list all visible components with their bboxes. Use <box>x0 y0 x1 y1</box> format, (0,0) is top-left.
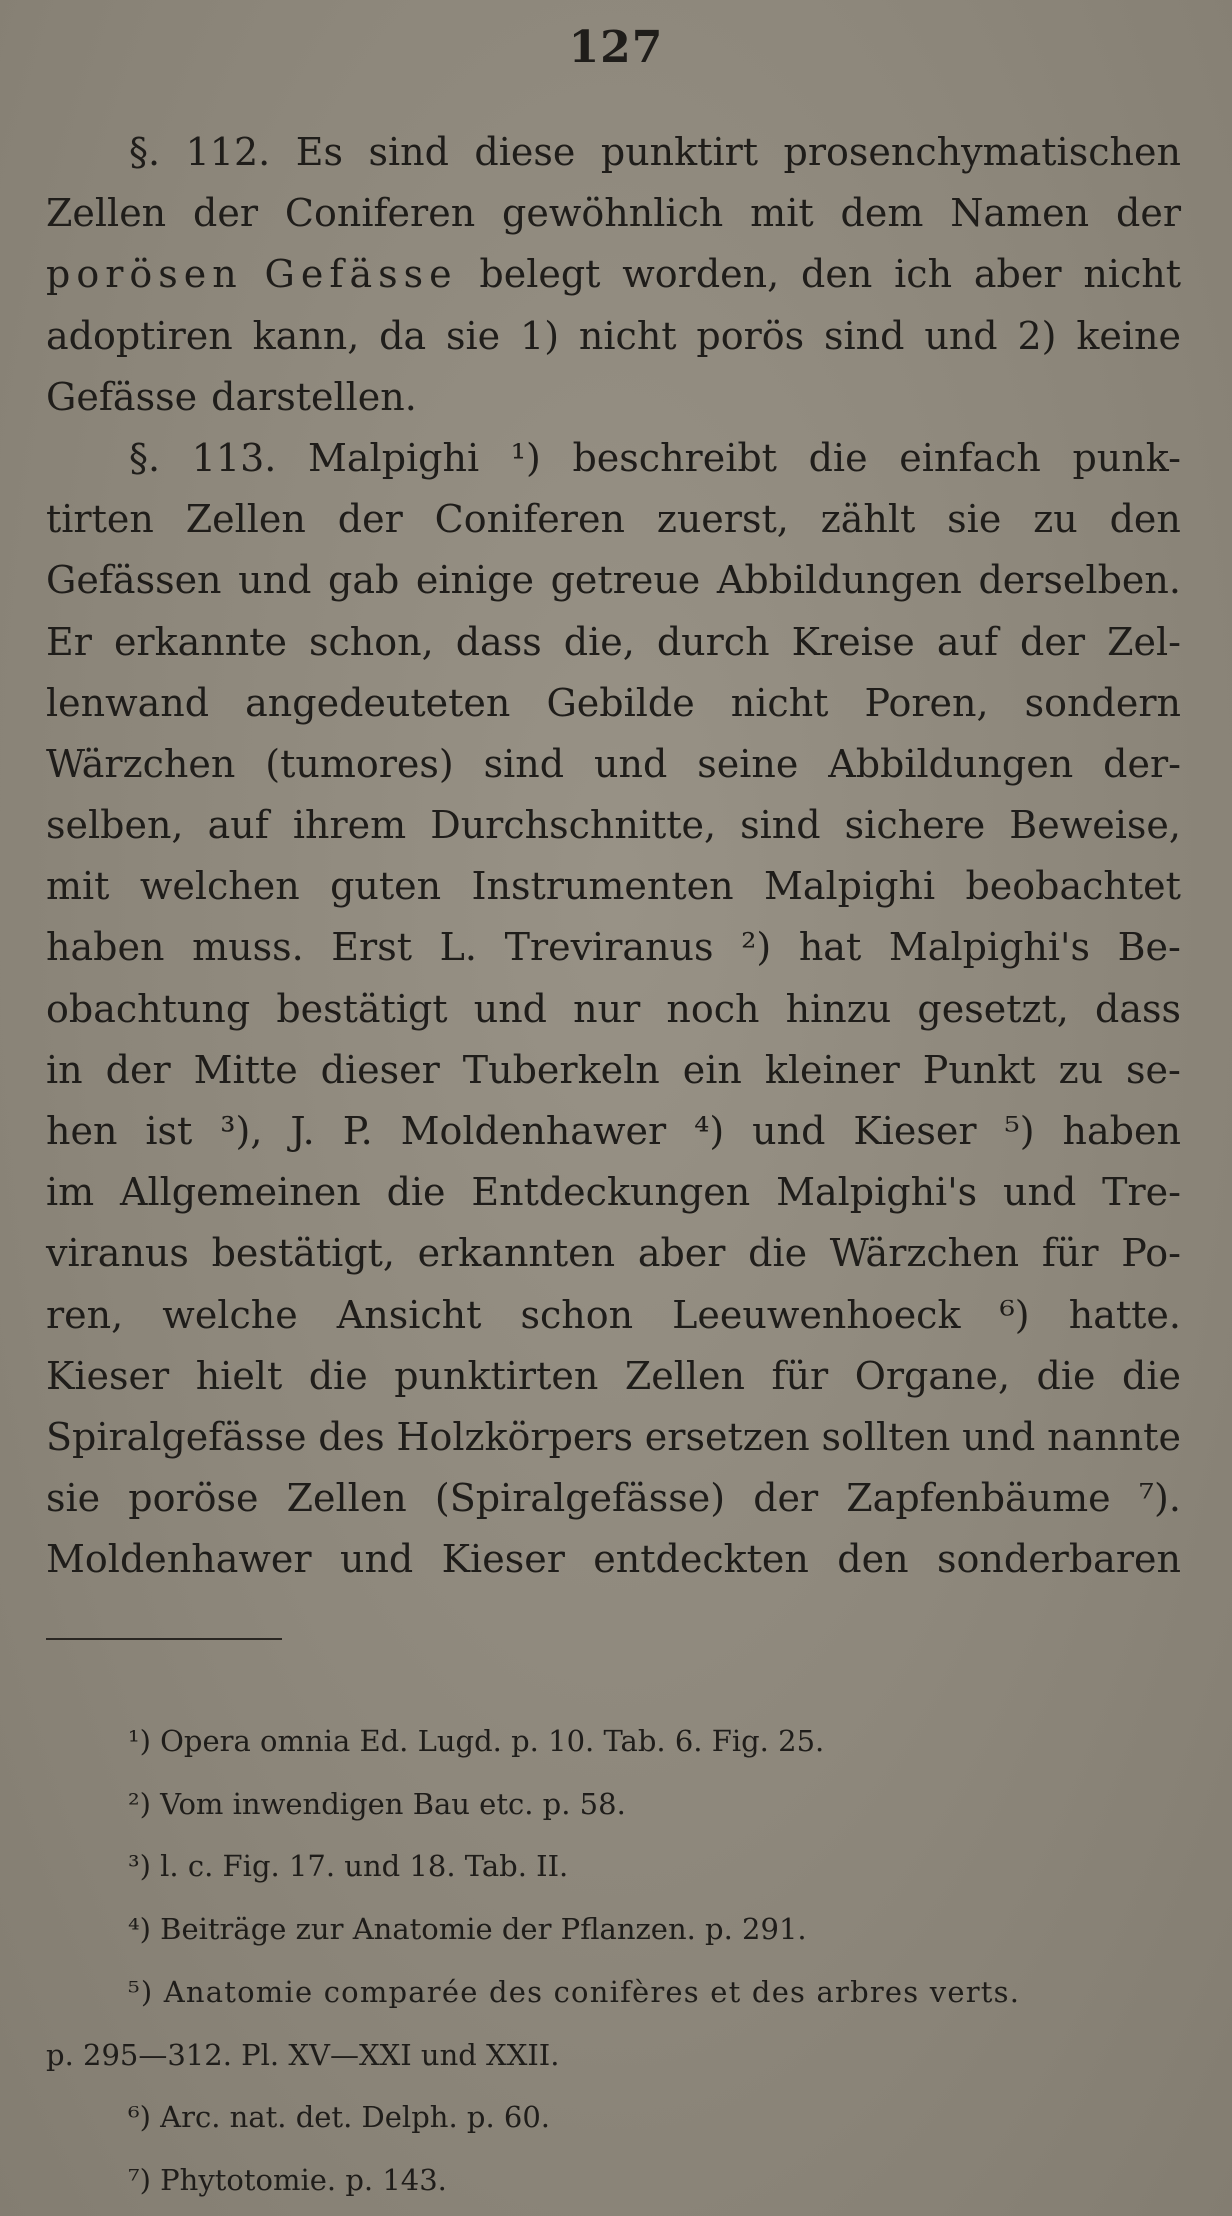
word: nicht <box>1083 252 1181 297</box>
word: Organe, <box>854 1353 1011 1398</box>
word: sichere <box>844 803 986 848</box>
footnote: ²) Vom inwendigen Bau etc. p. 58. <box>128 1786 626 1821</box>
word: schon <box>520 1292 634 1337</box>
word: Zellen <box>185 497 306 542</box>
word: guten <box>330 864 442 909</box>
word: welchen <box>139 864 300 909</box>
word: punk- <box>1072 435 1181 480</box>
word: ⁶) <box>999 1292 1030 1337</box>
word: ist <box>145 1109 193 1153</box>
text-line <box>46 550 1181 611</box>
word: ⁷). <box>1138 1476 1181 1521</box>
word: poröse <box>128 1476 259 1521</box>
word: durch <box>656 619 770 664</box>
word: dass <box>1095 986 1181 1031</box>
word: Wärzchen <box>46 741 236 786</box>
word: den <box>1109 497 1181 542</box>
word: sind <box>740 803 821 848</box>
word: viranus <box>46 1231 189 1276</box>
word: zuerst, <box>656 497 789 542</box>
word: gab <box>328 558 400 603</box>
word: Po- <box>1121 1231 1181 1276</box>
word: diese <box>474 130 576 174</box>
word: kleiner <box>764 1047 900 1092</box>
word: Abbildungen <box>716 558 962 603</box>
word: Moldenhawer <box>400 1109 667 1153</box>
word: die <box>1036 1353 1096 1398</box>
word: die <box>308 1353 368 1398</box>
footnote: ⁷) Phytotomie. p. 143. <box>128 2162 447 2197</box>
word: Gefässe <box>264 252 458 297</box>
word: Coniferen <box>284 191 476 236</box>
word: Holzkörpers <box>396 1414 634 1459</box>
word: Tuberkeln <box>462 1047 660 1092</box>
word: (Spiralgefässe) <box>434 1476 726 1521</box>
word: gewöhnlich <box>502 191 724 236</box>
word: ersetzen <box>644 1414 810 1459</box>
word: einige <box>415 558 534 603</box>
word: punktirten <box>394 1353 599 1398</box>
footnotes <box>46 1710 1181 2212</box>
word: haben <box>46 925 165 970</box>
word: Punkt <box>922 1047 1036 1092</box>
word: welche <box>162 1292 298 1337</box>
word: Ansicht <box>336 1292 482 1337</box>
word: und <box>339 1537 414 1582</box>
text-line <box>46 795 1181 856</box>
word: ich <box>894 252 953 297</box>
word: punktirt <box>600 130 759 174</box>
word: 1) <box>520 313 560 358</box>
word: bestätigt <box>276 986 448 1031</box>
word: der <box>337 497 403 542</box>
word: der <box>753 1476 819 1521</box>
word: noch <box>666 986 760 1031</box>
word: und <box>752 1109 826 1153</box>
text-line <box>46 1468 1181 1529</box>
word: sollten <box>821 1414 951 1459</box>
word: Be- <box>1117 925 1181 970</box>
word: Moldenhawer <box>46 1537 312 1582</box>
footnote: ⁵) Anatomie comparée des conifères et des arbres verts. <box>128 1974 1021 2009</box>
word: Entdeckungen <box>471 1170 751 1215</box>
word: Gefässe <box>46 374 198 419</box>
word: nicht <box>730 680 829 725</box>
text-line <box>46 979 1181 1040</box>
word: Kieser <box>441 1537 565 1582</box>
text-line <box>46 489 1181 550</box>
word: §. <box>129 130 161 174</box>
word: da <box>379 313 427 358</box>
word: die <box>386 1170 446 1215</box>
word: Treviranus <box>504 925 714 970</box>
text-line <box>46 122 1181 183</box>
word: Malpighi's <box>776 1170 978 1215</box>
word: Gefässen <box>46 558 222 603</box>
word: Mitte <box>193 1047 298 1092</box>
word: sonderbaren <box>937 1537 1181 1582</box>
word: sie <box>947 497 1002 542</box>
text-line <box>46 734 1181 795</box>
word: belegt <box>479 252 601 297</box>
word: sind <box>368 130 449 174</box>
footnote-continuation: p. 295—312. Pl. XV—XXI und XXII. <box>46 2037 560 2072</box>
word: den <box>801 252 873 297</box>
text-line <box>46 1346 1181 1407</box>
word: der- <box>1103 741 1181 786</box>
word: zu <box>1033 497 1078 542</box>
word: Kreise <box>791 619 915 664</box>
text-line <box>46 1223 1181 1284</box>
word: Er <box>46 619 92 664</box>
word: Zellen <box>286 1476 407 1521</box>
word: Zel- <box>1107 619 1181 664</box>
body-text <box>46 122 1181 1591</box>
word: Malpighi's <box>888 925 1090 970</box>
text-line <box>46 1040 1181 1101</box>
word: ³), <box>220 1109 263 1153</box>
word: Namen <box>950 191 1090 236</box>
text-line <box>46 1162 1181 1223</box>
text-line <box>46 428 1181 489</box>
word: 112. <box>185 130 271 174</box>
text-line <box>46 1101 1181 1162</box>
word: den <box>837 1537 909 1582</box>
word: kann, <box>252 313 360 358</box>
word: adoptiren <box>46 313 233 358</box>
word: nicht <box>578 313 677 358</box>
word: beschreibt <box>572 435 777 480</box>
word: Malpighi <box>763 864 936 909</box>
word: sie <box>446 313 501 358</box>
word: se- <box>1126 1047 1181 1092</box>
word: tirten <box>46 497 154 542</box>
word: porös <box>696 313 805 358</box>
text-line <box>46 306 1181 367</box>
word: bestätigt, <box>211 1231 395 1276</box>
word: ¹) <box>510 435 541 480</box>
footnote: ¹) Opera omnia Ed. Lugd. p. 10. Tab. 6. Fig. 25. <box>128 1724 825 1758</box>
word: des <box>318 1414 385 1459</box>
word: der <box>193 191 259 236</box>
word: aber <box>973 252 1062 297</box>
text-line <box>46 612 1181 673</box>
word: hielt <box>195 1353 283 1398</box>
word: Zellen <box>46 191 167 236</box>
word: keine <box>1076 313 1181 358</box>
word: dieser <box>320 1047 440 1092</box>
word: worden, <box>622 252 780 297</box>
word: Allgemeinen <box>120 1170 361 1215</box>
word: Durchschnitte, <box>430 803 717 848</box>
footnote-separator <box>46 1638 282 1640</box>
word: der <box>105 1047 171 1092</box>
word: haben <box>1062 1109 1181 1153</box>
word: auf <box>207 803 269 848</box>
word: der <box>1116 191 1181 236</box>
word: §. <box>129 435 161 480</box>
word: ⁵) <box>1004 1109 1035 1153</box>
word: prosenchymatischen <box>783 130 1181 174</box>
text-line <box>46 367 1181 428</box>
word: der <box>1020 619 1086 664</box>
word: getreue <box>550 558 701 603</box>
word: die <box>1122 1353 1181 1398</box>
footnote: ⁴) Beiträge zur Anatomie der Pflanzen. p. 291. <box>128 1912 807 1947</box>
word: dem <box>840 191 924 236</box>
word: Kieser <box>46 1353 170 1398</box>
word: Tre- <box>1102 1170 1181 1215</box>
word: für <box>1041 1231 1099 1276</box>
word: sind <box>824 313 905 358</box>
word: selben, <box>46 803 184 848</box>
word: ⁴) <box>694 1109 725 1153</box>
word: L. <box>439 925 477 970</box>
text-line <box>46 244 1181 305</box>
word: P. <box>342 1109 373 1153</box>
word: porösen <box>46 252 243 297</box>
text-line <box>46 1407 1181 1468</box>
word: ein <box>682 1047 742 1092</box>
word: und <box>473 986 547 1031</box>
text-line <box>46 183 1181 244</box>
word: Erst <box>331 925 412 970</box>
text-line <box>46 1529 1181 1590</box>
word: Zapfenbäume <box>846 1476 1111 1521</box>
word: ren, <box>46 1292 124 1337</box>
text-line <box>46 856 1181 917</box>
word: angedeuteten <box>245 680 511 725</box>
word: Zellen <box>624 1353 745 1398</box>
word: sind <box>483 741 565 786</box>
word: hat <box>798 925 862 970</box>
word: und <box>594 741 668 786</box>
word: erkannten <box>417 1231 616 1276</box>
word: J. <box>290 1109 315 1153</box>
word: ²) <box>741 925 772 970</box>
word: einfach <box>899 435 1041 480</box>
word: Wärzchen <box>829 1231 1020 1276</box>
word: gesetzt, <box>917 986 1069 1031</box>
text-line <box>46 1285 1181 1346</box>
word: sondern <box>1024 680 1181 725</box>
word: Kieser <box>853 1109 977 1153</box>
word: 113. <box>191 435 277 480</box>
word: nur <box>573 986 641 1031</box>
word: Es <box>295 130 343 174</box>
word: und <box>924 313 998 358</box>
word: derselben. <box>978 558 1181 603</box>
word: Poren, <box>864 680 989 725</box>
word: für <box>771 1353 829 1398</box>
word: (tumores) <box>265 741 454 786</box>
word: im <box>46 1170 95 1215</box>
word: Spiralgefässe <box>46 1414 307 1459</box>
word: seine <box>697 741 799 786</box>
word: beobachtet <box>965 864 1181 909</box>
word: die <box>748 1231 808 1276</box>
word: die <box>808 435 868 480</box>
word: sie <box>46 1476 101 1521</box>
word: mit <box>750 191 814 236</box>
text-line <box>46 673 1181 734</box>
word: nannte <box>1047 1414 1181 1459</box>
word: aber <box>637 1231 726 1276</box>
word: Instrumenten <box>471 864 734 909</box>
word: 2) <box>1017 313 1057 358</box>
word: Malpighi <box>307 435 480 480</box>
word: ihrem <box>292 803 407 848</box>
word: Coniferen <box>434 497 625 542</box>
word: Beweise, <box>1009 803 1181 848</box>
word: entdeckten <box>593 1537 809 1582</box>
word: mit <box>46 864 110 909</box>
word: hatte. <box>1068 1292 1181 1337</box>
word: in <box>46 1047 83 1092</box>
word: schon, <box>309 619 434 664</box>
text-line <box>46 917 1181 978</box>
word: darstellen. <box>211 374 417 419</box>
footnote: ³) l. c. Fig. 17. und 18. Tab. II. <box>128 1849 569 1884</box>
word: zählt <box>820 497 916 542</box>
word: erkannte <box>113 619 287 664</box>
word: und <box>962 1414 1036 1459</box>
word: hinzu <box>785 986 892 1031</box>
word: auf <box>936 619 999 664</box>
word: Leeuwenhoeck <box>672 1292 961 1337</box>
word: lenwand <box>46 680 210 725</box>
word: hen <box>46 1109 118 1153</box>
word: und <box>238 558 312 603</box>
word: muss. <box>192 925 304 970</box>
page-number: 127 <box>568 22 664 73</box>
word: und <box>1003 1170 1077 1215</box>
word: die, <box>563 619 635 664</box>
footnote: ⁶) Arc. nat. det. Delph. p. 60. <box>128 2100 551 2135</box>
word: dass <box>455 619 542 664</box>
word: obachtung <box>46 986 251 1031</box>
word: Abbildungen <box>828 741 1074 786</box>
word: Gebilde <box>546 680 695 725</box>
word: zu <box>1058 1047 1104 1092</box>
